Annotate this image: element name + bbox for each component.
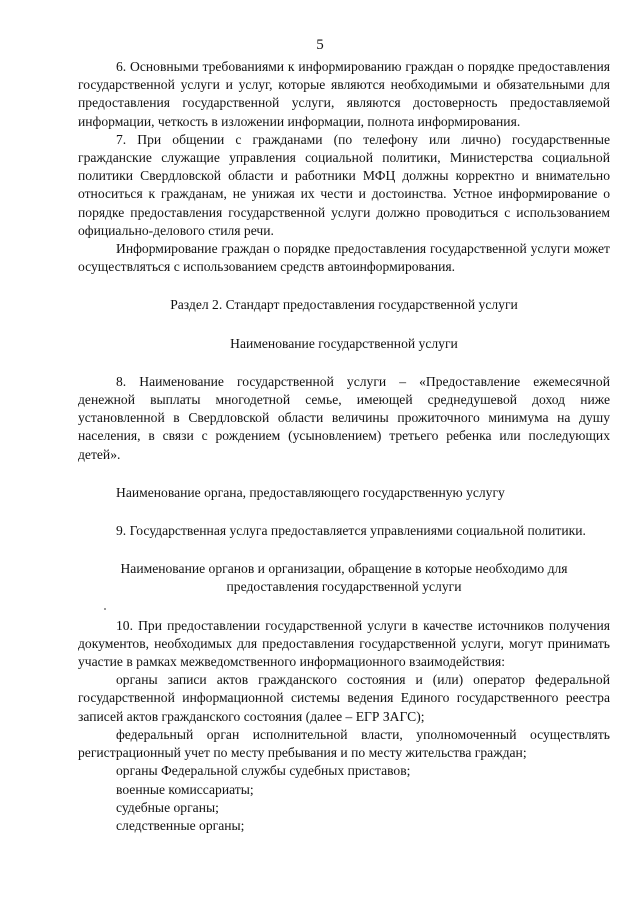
paragraph-6: 6. Основными требованиями к информированию граждан о порядке предоставления государственной услуги и услуг, которые являются необходимыми и обязательными для предоставления государственной услуги, являются достоверность предоставляемой информации, четкость в изложении информации, полнота информирования. (78, 59, 610, 129)
list-item: органы записи актов гражданского состояния и (или) оператор федеральной государственной информационной системы ведения Единого государственного реестра записей актов гражданского состояния (далее – ЕГР ЗАГС); (78, 672, 610, 724)
list-item: органы Федеральной службы судебных приставов; (116, 763, 411, 779)
participants-list (78, 671, 610, 835)
paragraph-7-continued: Информирование граждан о порядке предоставления государственной услуги может осуществляться с использованием средств автоинформирования. (78, 241, 610, 275)
paragraph-7: 7. При общении с гражданами (по телефону или лично) государственные гражданские служащие управления социальной политики, Министерства социальной политики Свердловской области и работники МФЦ должны корректно и внимательно относиться к гражданам, не унижая их чести и достоинства. Устное информирование о порядке предоставления государственной услуги должно проводиться с использованием официально-делового стиля речи. (78, 131, 610, 238)
list-item: следственные органы; (116, 817, 245, 833)
list-item: судебные органы; (116, 799, 219, 815)
paragraph-10: 10. При предоставлении государственной услуги в качестве источников получения документов, необходимых для предоставления государственной услуги, могут принимать участие в рамках межведомственного информационного взаимодействия: (78, 617, 610, 670)
paragraph-8: 8. Наименование государственной услуги – «Предоставление ежемесячной денежной выплаты многодетной семье, имеющей среднедушевой доход ниже установленной в Свердловской области величины прожиточного минимума на душу населения, в связи с рождением (усыновлением) третьего ребенка или последующих детей». (78, 373, 610, 462)
list-item: федеральный орган исполнительной власти, уполномоченный осуществлять регистрационный учет по месту пребывания и по месту жительства граждан; (78, 726, 610, 761)
document-body (78, 58, 610, 835)
paragraph-9: 9. Государственная услуга предоставляется управлениями социальной политики. (116, 523, 586, 539)
subheading-organizations: Наименование органов и организации, обращение в которые необходимо для предоставления государственной услуги (120, 561, 568, 595)
subheading-service-name: Наименование государственной услуги (230, 335, 458, 351)
section-heading: Раздел 2. Стандарт предоставления государственной услуги (170, 297, 518, 313)
subheading-organ-name: Наименование органа, предоставляющего государственную услугу (116, 484, 505, 500)
list-item: военные комиссариаты; (116, 781, 254, 797)
page-number: 5 (316, 37, 324, 53)
